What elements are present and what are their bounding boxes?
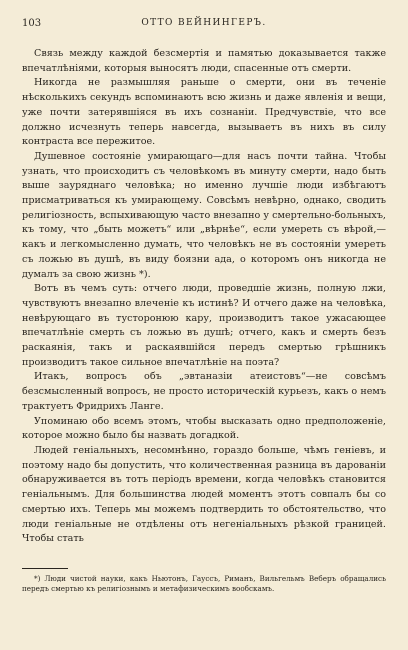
paragraph: Людей геніальныхъ, несомнѣнно, гораздо больше, чѣмъ геніевъ, и поэтому надо бы допустить, что количественная разница въ дарованіи обнаруживается въ тотъ періодъ времени, когда человѣкъ становится геніальнымъ. Для большинства людей моментъ этотъ совпалъ бы со смертью ихъ. Теперь мы можемъ подтвердить то обстоятельство, что люди геніальные не отдѣлены отъ негеніальныхъ рѣзкой границей. Чтобы стать — [22, 444, 386, 545]
paragraph: Вотъ въ чемъ суть: отчего люди, проведшіе жизнь, полную лжи, чувствуютъ внезапно влеченіе къ истинѣ? И отчего даже на человѣка, невѣрующаго въ тусторонюю кару, производитъ такое ужасающее впечатлѣніе смерть съ ложью въ душѣ; отчего, какъ и смерть безъ раскаянія, такъ и раскаявшійся передъ смертью грѣшникъ производитъ такое сильное впечатлѣніе на поэта? — [22, 283, 386, 368]
running-title: ОТТО ВЕЙНИНГЕРЪ. — [141, 18, 267, 28]
paragraph: Связь между каждой безсмертія и памятью доказывается также впечатлѣніями, которыя выносятъ люди, спасенные отъ смерти. — [22, 48, 386, 74]
running-header — [22, 18, 386, 32]
footnote-text: *) Люди чистой науки, какъ Ньютонъ, Гауссъ, Риманъ, Вильгельмъ Веберъ обращались передъ смертью къ религіознымъ и метафизическимъ вообскамъ. — [22, 574, 386, 594]
paragraph: Итакъ, вопросъ объ „эвтаназіи атеистовъ“—не совсѣмъ безсмысленный вопросъ, не просто историческій курьезъ, какъ о немъ трактуетъ Фридрихъ Ланге. — [22, 371, 386, 412]
footnote — [22, 574, 386, 595]
paragraph: Упоминаю обо всемъ этомъ, чтобы высказать одно предположеніе, которое можно было бы назвать догадкой. — [22, 415, 386, 442]
paragraph: Никогда не размышляя раньше о смерти, они въ теченіе нѣсколькихъ секундъ вспоминаютъ всю жизнь и даже явленія и вещи, уже почти затерявшіяся въ ихъ сознаніи. Предчувствіе, что все должно исчезнуть теперь навсегда, вызываетъ въ нихъ въ силу контраста все пережитое. — [22, 77, 386, 148]
body-text — [22, 47, 386, 547]
paragraph: Душевное состояніе умирающаго—для насъ почти тайна. Чтобы узнать, что происходитъ съ человѣкомъ въ минуту смерти, надо быть выше зауряднаго человѣка; но именно лучшіе люди избѣгаютъ присматриваться къ умирающему. Совсѣмъ невѣрно, однако, сводить религіозность, вспыхивающую часто внезапно у смертельно-больныхъ, къ тому, что „быть можетъ“ или „вѣрнѣе“, если умереть съ вѣрой,—какъ и легкомысленно думать, что человѣкъ не въ состояніи умереть съ ложью въ душѣ, въ виду боязни ада, о которомъ онъ никогда не думалъ за свою жизнь *). — [22, 150, 386, 280]
page-number: 103 — [22, 18, 42, 29]
footnote-rule — [22, 568, 68, 569]
